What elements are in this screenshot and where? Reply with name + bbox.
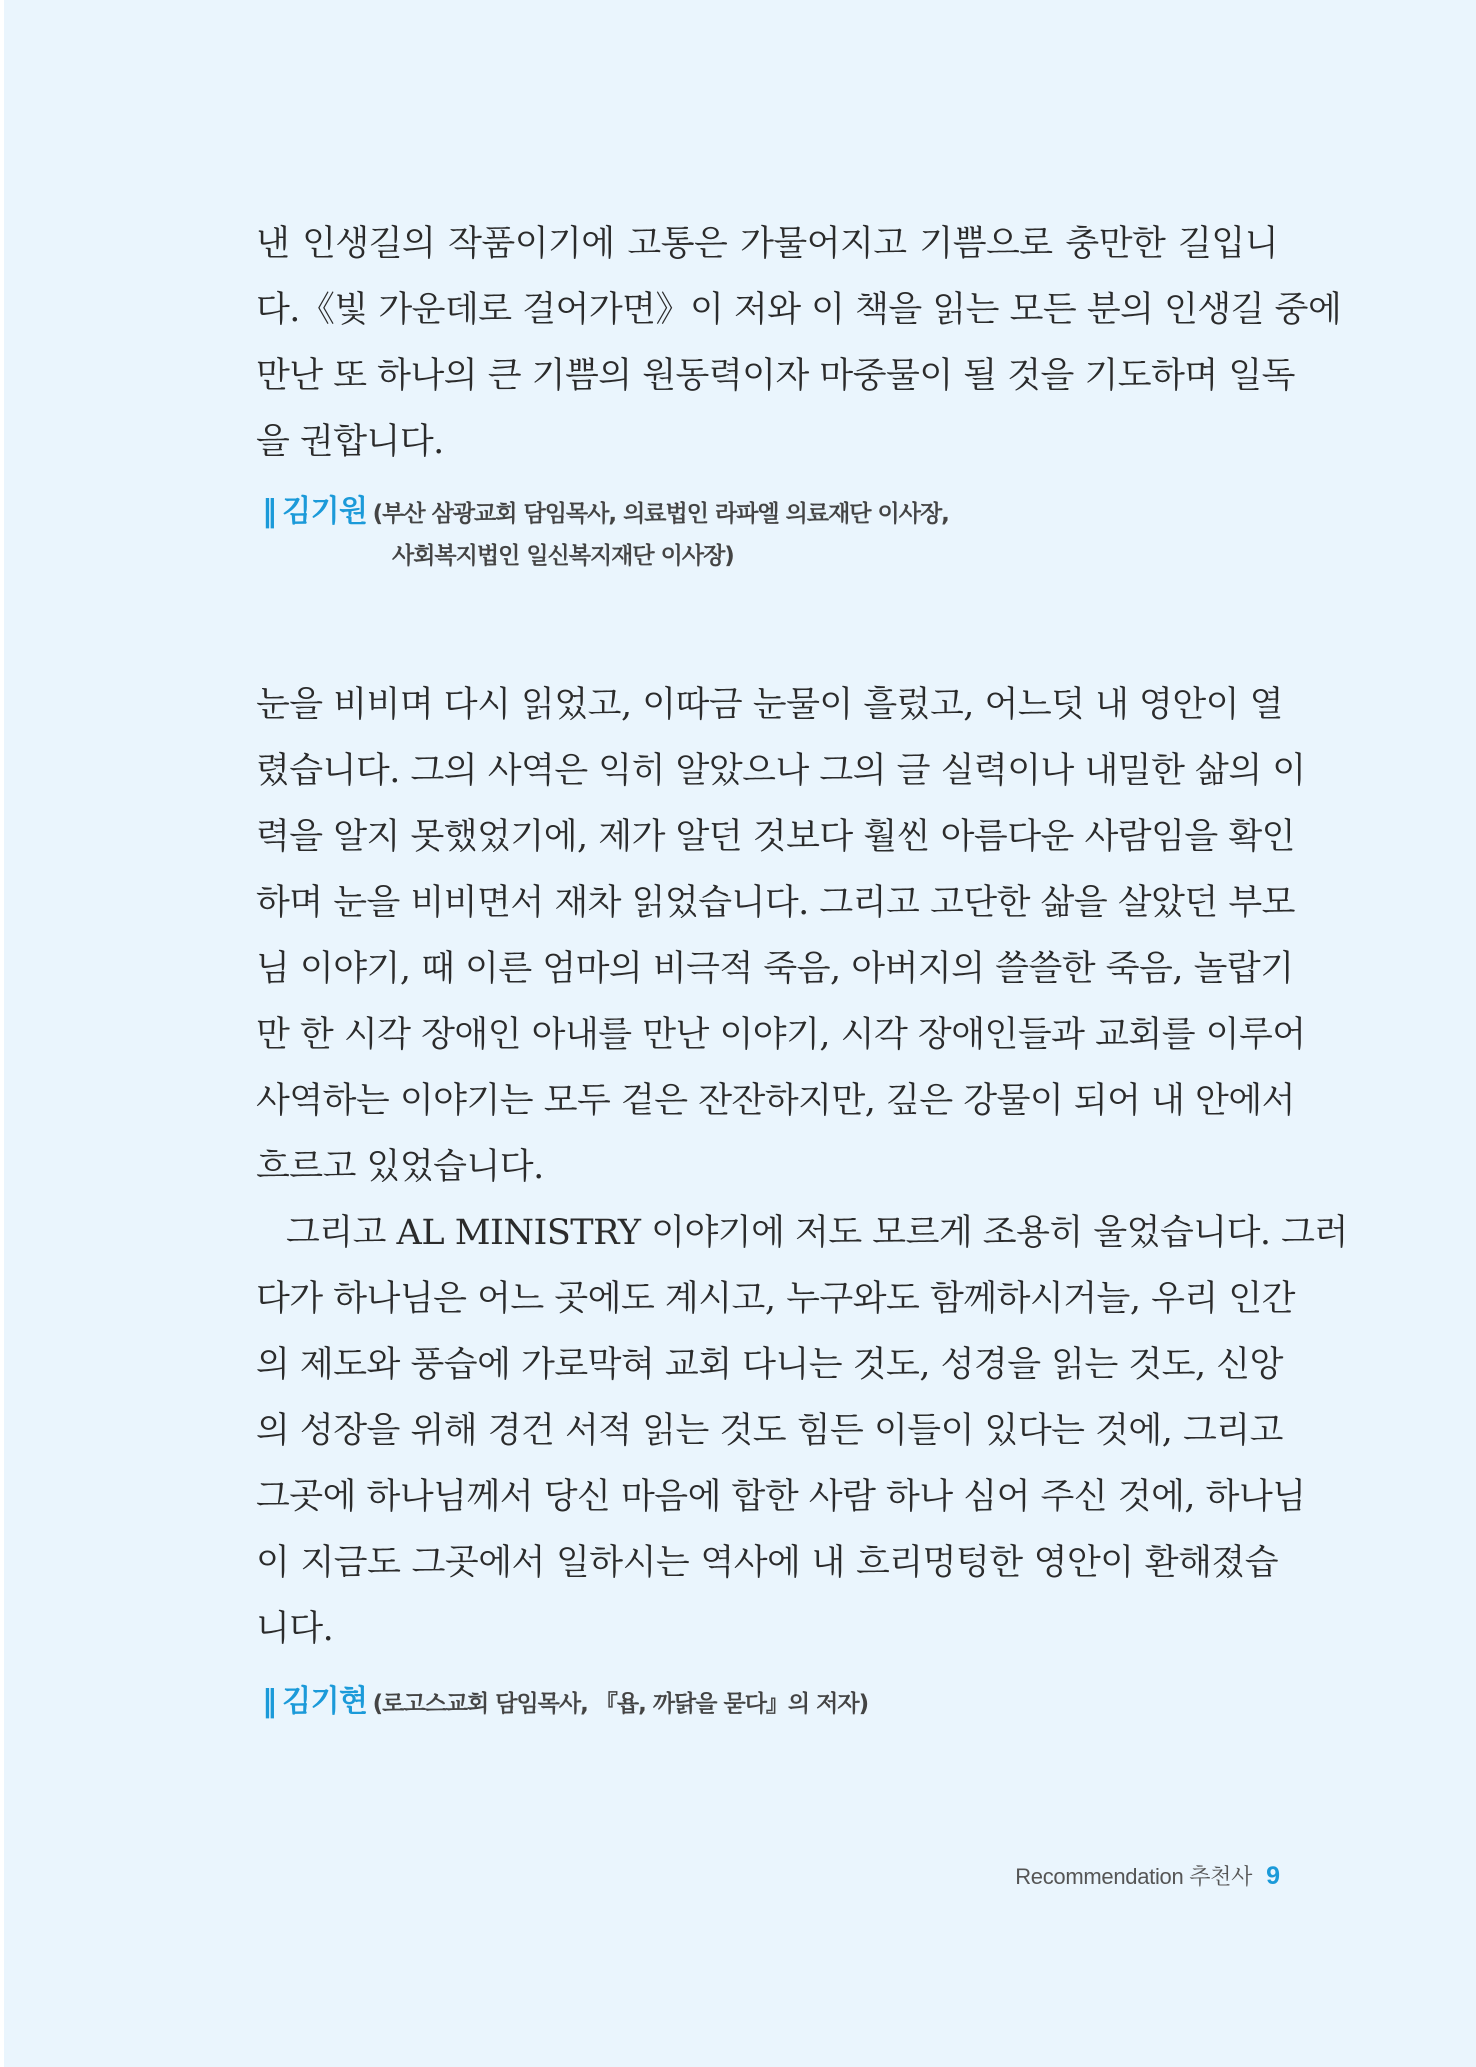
recommender-affiliation-line2: 사회복지법인 일신복지재단 이사장)	[392, 543, 734, 569]
signature-mark: ‖	[262, 494, 277, 529]
text-line: 력을 알지 못했었기에, 제가 알던 것보다 훨씬 아름다운 사람임을 확인	[256, 817, 1295, 857]
recommender-affiliation: (로고스교회 담임목사, 『욥, 까닭을 묻다』의 저자)	[372, 1691, 869, 1717]
text-line: 눈을 비비며 다시 읽었고, 이따금 눈물이 흘렀고, 어느덧 내 영안이 열	[256, 685, 1283, 725]
page-number: 9	[1266, 1862, 1280, 1890]
recommender-name: 김기현	[282, 1684, 368, 1719]
recommender-1-affiliation-continued	[392, 537, 734, 570]
text-line: 만 한 시각 장애인 아내를 만난 이야기, 시각 장애인들과 교회를 이루어	[256, 1015, 1306, 1055]
text-line: 을 권합니다.	[256, 422, 444, 462]
recommendation-2-paragraph-2	[256, 1200, 1348, 1662]
text-line: 다가 하나님은 어느 곳에도 계시고, 누구와도 함께하시거늘, 우리 인간	[256, 1279, 1295, 1319]
text-line: 사역하는 이야기는 모두 겉은 잔잔하지만, 깊은 강물이 되어 내 안에서	[256, 1081, 1295, 1121]
signature-mark: ‖	[262, 1684, 277, 1719]
text-line: 님 이야기, 때 이른 엄마의 비극적 죽음, 아버지의 쓸쓸한 죽음, 놀랍기	[256, 949, 1294, 989]
text-line: 낸 인생길의 작품이기에 고통은 가물어지고 기쁨으로 충만한 길입니	[256, 224, 1278, 264]
page-edge	[0, 0, 4, 2067]
recommender-name: 김기원	[282, 494, 368, 529]
text-line: 이 지금도 그곳에서 일하시는 역사에 내 흐리멍텅한 영안이 환해졌습	[256, 1543, 1278, 1583]
page-footer	[1015, 1860, 1280, 1891]
recommender-affiliation: (부산 삼광교회 담임목사, 의료법인 라파엘 의료재단 이사장,	[372, 501, 949, 527]
text-line: 의 성장을 위해 경건 서적 읽는 것도 힘든 이들이 있다는 것에, 그리고	[256, 1411, 1283, 1451]
text-line: 다.《빛 가운데로 걸어가면》이 저와 이 책을 읽는 모든 분의 인생길 중에	[256, 290, 1342, 330]
recommender-2-signature	[262, 1676, 868, 1720]
text-line: 만난 또 하나의 큰 기쁨의 원동력이자 마중물이 될 것을 기도하며 일독	[256, 356, 1295, 396]
text-line: 그리고 AL MINISTRY 이야기에 저도 모르게 조용히 울었습니다. 그러	[286, 1213, 1348, 1253]
recommender-1-signature	[262, 486, 949, 530]
section-label: Recommendation 추천사	[1015, 1864, 1253, 1889]
text-line: 렸습니다. 그의 사역은 익히 알았으나 그의 글 실력이나 내밀한 삶의 이	[256, 751, 1306, 791]
text-line: 니다.	[256, 1609, 334, 1649]
recommendation-1-text	[256, 211, 1342, 475]
text-line: 의 제도와 풍습에 가로막혀 교회 다니는 것도, 성경을 읽는 것도, 신앙	[256, 1345, 1283, 1385]
recommendation-2-paragraph-1	[256, 672, 1306, 1200]
text-line: 그곳에 하나님께서 당신 마음에 합한 사람 하나 심어 주신 것에, 하나님	[256, 1477, 1306, 1517]
text-line: 하며 눈을 비비면서 재차 읽었습니다. 그리고 고단한 삶을 살았던 부모	[256, 883, 1295, 923]
text-line: 흐르고 있었습니다.	[256, 1147, 544, 1187]
